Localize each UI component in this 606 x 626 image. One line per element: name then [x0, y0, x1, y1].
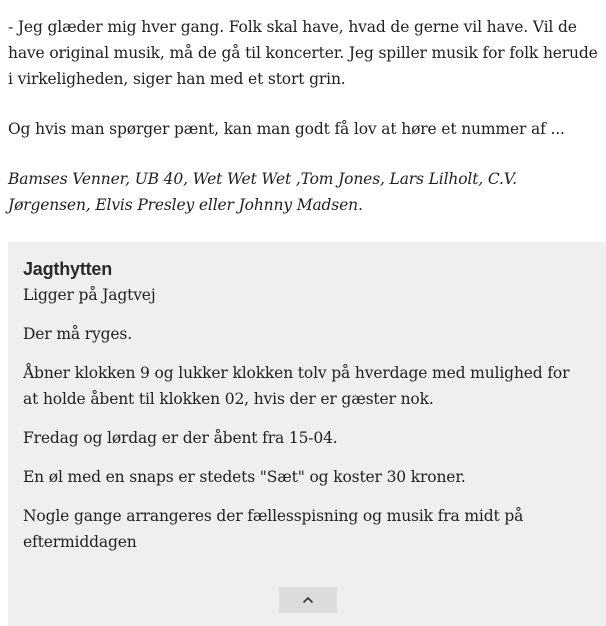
factbox-item: Ligger på Jagtvej: [23, 286, 156, 304]
factbox: [8, 242, 606, 626]
factbox-item: En øl med en snaps er stedets "Sæt" og koster 30 kroner.: [23, 468, 466, 486]
factbox-item: Nogle gange arrangeres der fællesspisning og musik fra midt på eftermiddagen: [23, 507, 524, 551]
factbox-item: Fredag og lørdag er der åbent fra 15-04.: [23, 429, 338, 447]
collapse-factbox-button[interactable]: [279, 587, 337, 613]
factbox-title: Jagthytten: [23, 259, 113, 279]
chevron-up-icon: [302, 596, 314, 604]
factbox-content: [23, 258, 583, 555]
article-paragraph: - Jeg glæder mig hver gang. Folk skal have, hvad de gerne vil have. Vil de have original musik, må de gå til koncerter. Jeg spiller musik for folk herude i virkeligheden, siger han med et stort grin.: [8, 18, 598, 88]
factbox-item: Der må ryges.: [23, 325, 132, 343]
factbox-item: Åbner klokken 9 og lukker klokken tolv på hverdage med mulighed for at holde åbent til klokken 02, hvis der er gæster nok.: [23, 364, 570, 408]
article-paragraph: Og hvis man spørger pænt, kan man godt få lov at høre et nummer af ...: [8, 120, 565, 138]
artist-list-paragraph: Bamses Venner, UB 40, Wet Wet Wet ,Tom Jones, Lars Lilholt, C.V. Jørgensen, Elvis Presley eller Johnny Madsen.: [8, 170, 517, 214]
article-body: [8, 14, 598, 218]
